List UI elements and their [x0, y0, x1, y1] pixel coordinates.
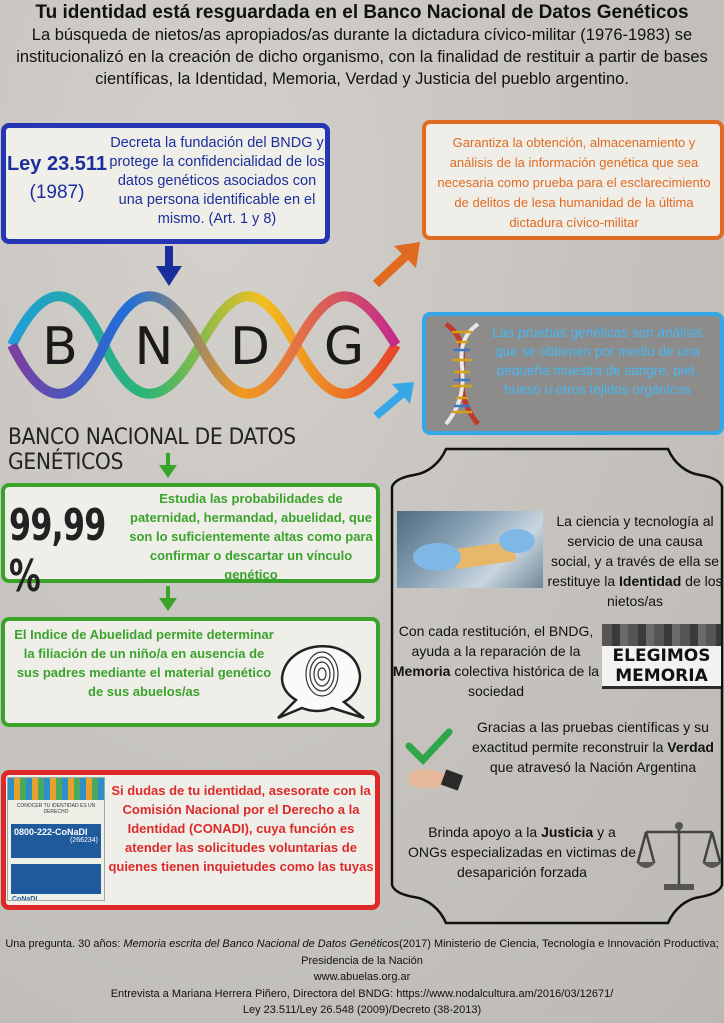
memoria-photo-text-2: MEMORIA [602, 666, 721, 686]
logo-letter: G [323, 317, 365, 377]
ley-number: Ley 23.511 [6, 153, 108, 175]
checkmark-hand-icon [405, 728, 463, 796]
pillar-identidad: La ciencia y tecnología al servicio de una causa social, y a través de ella se restituye la Identidad de los nietos/as [547, 513, 723, 609]
probabilidad-text: Estudia las probabilidades de paternidad, hermandad, abuelidad, que son lo suficientemente altas como para confirmar o descartar un vínculo genético [129, 491, 373, 582]
conadi-card-phone-sub: (266234) [69, 837, 98, 844]
ley-year: (1987) [29, 182, 85, 203]
conadi-card-image [7, 777, 105, 901]
pillar-memoria: Con cada restitución, el BNDG, ayuda a la reparación de la Memoria colectiva histórica de la sociedad [392, 623, 600, 699]
conadi-card-brand: CoNaDI [12, 896, 38, 901]
scale-of-justice-icon [636, 818, 722, 894]
garantiza-text: Garantiza la obtención, almacenamiento y análisis de la información genética que sea necesaria como prueba para el esclarecimiento de delitos de lesa humanidad de la última dictadura cívico-militar [437, 135, 711, 230]
reference-interview: Entrevista a Mariana Herrera Piñero, Directora del BNDG: https://www.nodalcultura.am/2016/03/12671/ [110, 987, 614, 1000]
pillar-justicia: Brinda apoyo a la Justicia y a ONGs especializadas en victimas de desaparición forzada [408, 824, 636, 880]
memoria-photo [602, 624, 721, 689]
intro-paragraph: La búsqueda de nietos/as apropiados/as durante la dictadura cívico-militar (1976-1983) se institucionalizó en la creación de dicho organismo, con la finalidad de restituir a partir de bases científicas, la Identidad, Memoria, Verdad y Justicia del pueblo argentino. [16, 26, 708, 88]
conadi-text: Si dudas de tu identidad, asesorate con la Comisión Nacional por el Derecho a la Identidad (CONADI), cuya función es atender las solicitudes voluntarias de quienes tienen inquietudes como las tuyas [108, 783, 374, 874]
page-title: Tu identidad está resguardada en el Banco Nacional de Datos Genéticos [35, 2, 689, 23]
pillar-verdad: Gracias a las pruebas científicas y su exactitud permite reconstruir la Verdad que atravesó la Nación Argentina [471, 719, 714, 775]
lab-photo [397, 511, 543, 588]
pruebas-text: Las pruebas genéticas son análisis que se obtienen por medio de una pequeña muestra de sangre, piel, hueso u otros tejidos orgánicos [492, 325, 703, 397]
reference-law: Ley 23.511/Ley 26.548 (2009)/Decreto (38-2013) [242, 1004, 482, 1016]
logo-letter: D [229, 317, 271, 377]
bndg-logo [4, 270, 404, 420]
arrow-down-green-icon [157, 586, 179, 612]
logo-letter: B [42, 317, 78, 377]
references: Una pregunta. 30 años: Memoria escrita del Banco Nacional de Datos Genéticos(2017) Ministerio de Ciencia, Tecnología e Innovación Productiva; Presidencia de la Nación www.abuelas.org.ar Entrevista a Mariana Herrera Piñero, Directora del BNDG: https://www.nodalcultura.am/2016/03/12671/ Ley 23.511/Ley 26.548 (2009)/Decreto (38-2013) [0, 936, 724, 1019]
dna-helix-icon [432, 320, 492, 428]
reference-link[interactable]: www.abuelas.org.ar [313, 971, 411, 983]
conadi-card-header: CONOCER TU IDENTIDAD ES UN DERECHO [16, 803, 96, 815]
probabilidad-value: 99,99 % [9, 500, 106, 602]
conadi-card-phone: 0800-222-CoNaDI [14, 827, 88, 837]
ley-description: Decreta la fundación del BNDG y protege la confidencialidad de los datos genéticos asociados con una persona identificable en el mismo. (Art. 1 y 8) [109, 135, 325, 227]
headscarf-fingerprint-icon [272, 628, 370, 720]
logo-letter: N [134, 317, 174, 377]
abuelidad-text: El Indice de Abuelidad permite determinar la filiación de un niño/a en ausencia de sus padres mediante el material genético de sus abuelos/as [14, 627, 274, 699]
logo-subtitle: BANCO NACIONAL DE DATOS GENÉTICOS [8, 425, 296, 475]
memoria-photo-text-1: ELEGIMOS [602, 646, 721, 666]
